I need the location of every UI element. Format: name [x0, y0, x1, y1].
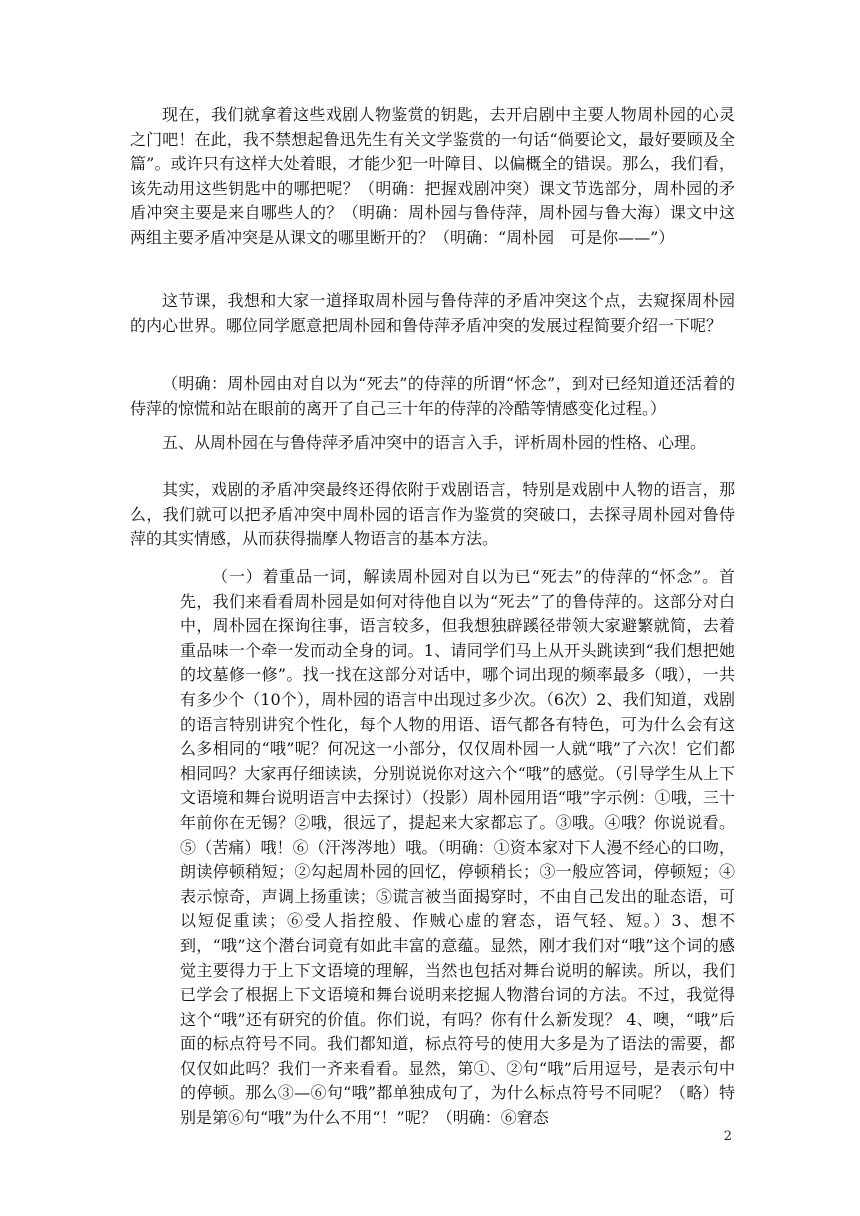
page-number: 2: [723, 1129, 732, 1144]
paragraph-lesson-focus: 这节课，我想和大家一道择取周朴园与鲁侍萍的矛盾冲突这个点，去窥探周朴园的内心世界。哪位同学愿意把周朴园和鲁侍萍矛盾冲突的发展过程简要介绍一下呢？: [130, 291, 735, 335]
paragraph-analysis-oh: （一）着重品一词，解读周朴园对自以为已“死去”的侍萍的“怀念”。首先，我们来看看周朴园是如何对待他自以为“死去”了的鲁侍萍的。这部分对白中，周朴园在探询往事，语言较多，但我想独辟蹊径带领大家避繁就简，去着重品味一个牵一发而动全身的词。1、请同学们马上从开头跳读到“我们想把她的坟墓修一修”。找一找在这部分对话中，哪个词出现的频率最多（哦），一共有多少个（10个），周朴园的语言中出现过多少次。（6次）2、我们知道，戏剧的语言特别讲究个性化，每个人物的用语、语气都各有特色，可为什么会有这么多相同的“哦”呢？何况这一小部分，仅仅周朴园一人就“哦”了六次！它们都相同吗？大家再仔细读读，分别说说你对这六个“哦”的感觉。（引导学生从上下文语境和舞台说明语言中去探讨）（投影）周朴园用语“哦”字示例：①哦，三十年前你在无锡？②哦，很远了，提起来大家都忘了。③哦。④哦？你说说看。⑤（苦痛）哦！⑥（汗涔涔地）哦。（明确：①资本家对下人漫不经心的口吻，朗读停顿稍短；②勾起周朴园的回忆，停顿稍长；③一般应答词，停顿短；④表示惊奇，声调上扬重读；⑤谎言被当面揭穿时，不由自己发出的耻态语，可以短促重读；⑥受人指控般、作贼心虚的窘态，语气轻、短。）3、想不到，“哦”这个潜台词竟有如此丰富的意蕴。显然，刚才我们对“哦”这个词的感觉主要得力于上下文语境的理解，当然也包括对舞台说明的解读。所以，我们已学会了根据上下文语境和舞台说明来挖掘人物潜台词的方法。不过，我觉得这个“哦”还有研究的价值。你们说，有吗？你有什么新发现？ 4、噢，“哦”后面的标点符号不同。我们都知道，标点符号的使用大多是为了语法的需要，都仅仅如此吗？我们一齐来看看。显然，第①、②句“哦”后用逗号，是表示句中的停顿。那么③—⑥句“哦”都单独成句了，为什么标点符号不同呢？（略）特别是第⑥句“哦”为什么不用“！”呢？（明确：⑥窘态: [180, 567, 735, 1128]
paragraph-method: 其实，戏剧的矛盾冲突最终还得依附于戏剧语言，特别是戏剧中人物的语言，那么，我们就可以把矛盾冲突中周朴园的语言作为鉴赏的突破口，去探寻周朴园对鲁侍萍的其实情感，从而获得揣摩人物语言的基本方法。: [130, 480, 735, 549]
paragraph-clarification: （明确：周朴园由对自以为“死去”的侍萍的所谓“怀念”，到对已经知道还活着的侍萍的惊慌和站在眼前的离开了自己三十年的侍萍的冷酷等情感变化过程。）: [130, 374, 735, 418]
section-heading-five: 五、从周朴园在与鲁侍萍矛盾冲突中的语言入手，评析周朴园的性格、心理。: [162, 433, 707, 452]
paragraph-intro: 现在，我们就拿着这些戏剧人物鉴赏的钥匙，去开启剧中主要人物周朴园的心灵之门吧！在此，我不禁想起鲁迅先生有关文学鉴赏的一句话“倘要论文，最好要顾及全篇”。或许只有这样大处着眼，才能少犯一叶障目、以偏概全的错误。那么，我们看，该先动用这些钥匙中的哪把呢？（明确：把握戏剧冲突）课文节选部分，周朴园的矛盾冲突主要是来自哪些人的？（明确：周朴园与鲁侍萍，周朴园与鲁大海）课文中这两组主要矛盾冲突是从课文的哪里断开的？（明确：“周朴园 可是你——”）: [130, 105, 735, 247]
